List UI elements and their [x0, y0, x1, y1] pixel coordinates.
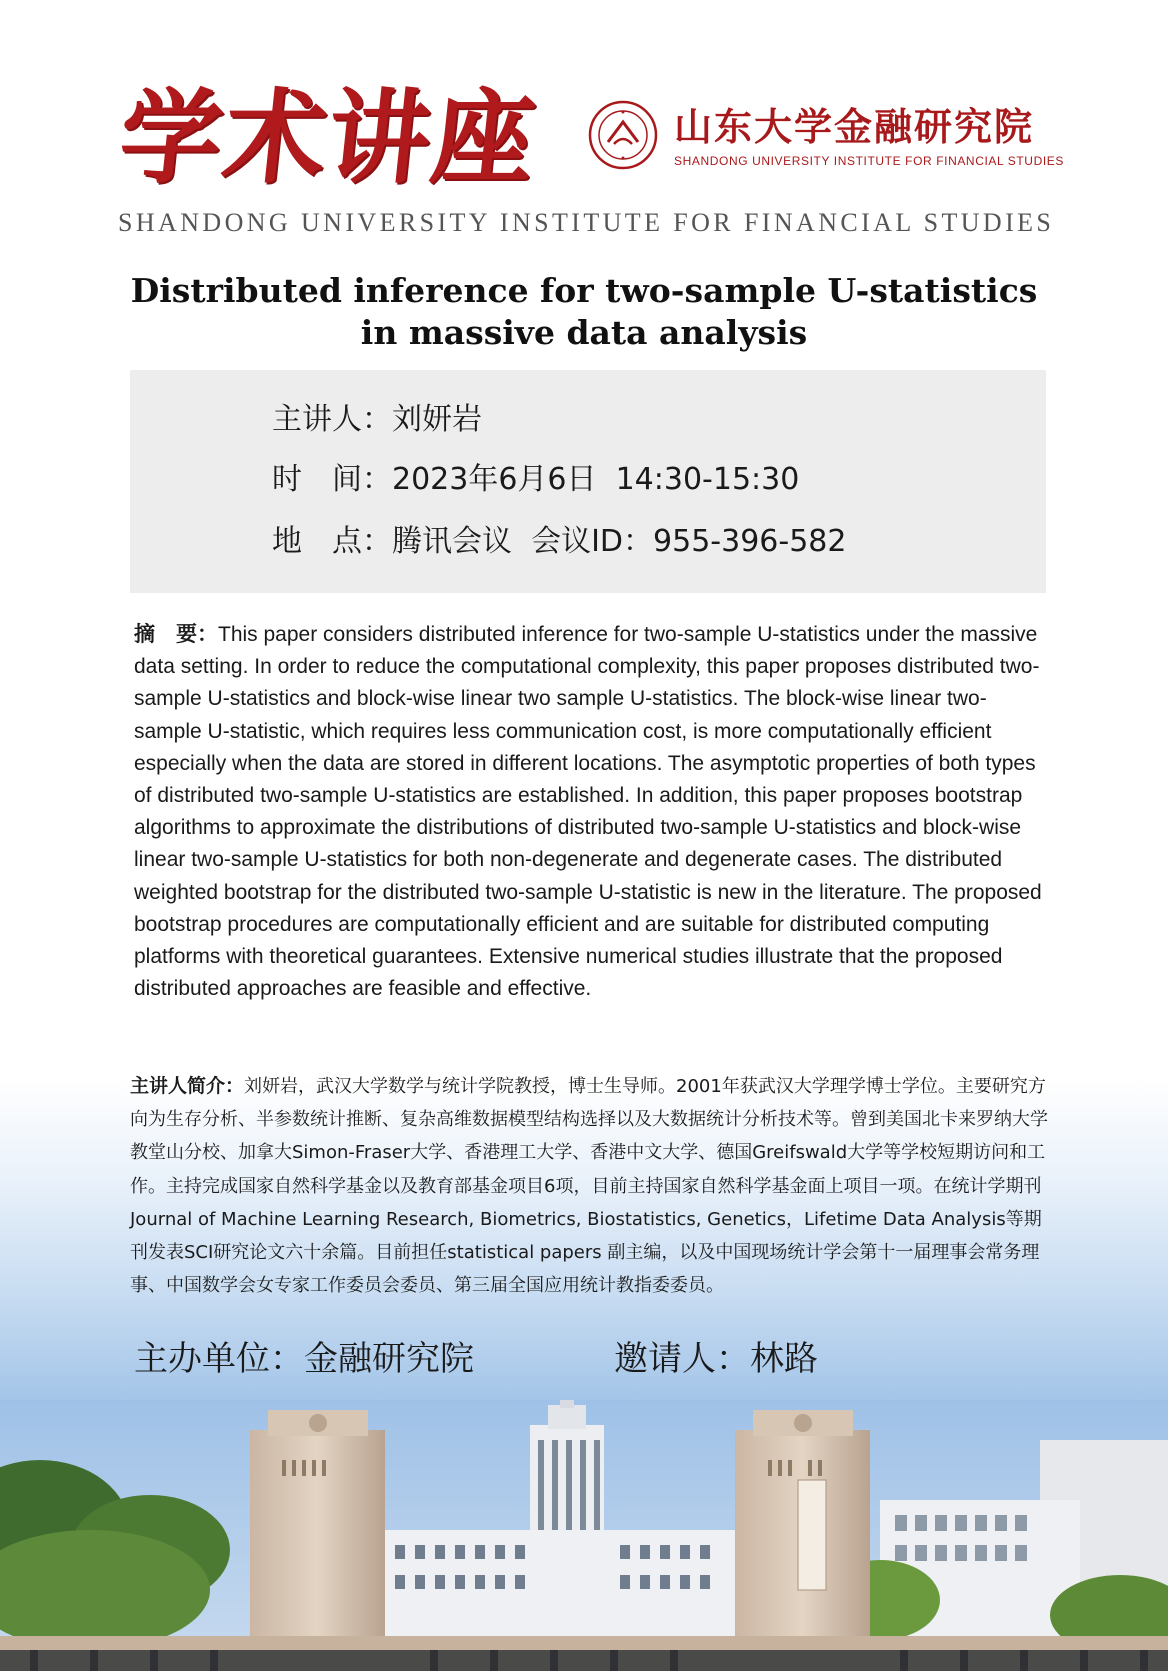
- organizer: 主办单位：金融研究院: [134, 1339, 474, 1379]
- time-label: 时 间：: [272, 462, 392, 497]
- time-row: [272, 458, 1012, 502]
- institute-name-en: SHANDONG UNIVERSITY INSTITUTE FOR FINANCIAL STUDIES: [674, 154, 1064, 168]
- time-value: 2023年6月6日 14:30-15:30: [392, 462, 800, 497]
- place-row: [272, 520, 1012, 564]
- poster-header-title: 学术讲座: [113, 78, 543, 198]
- abstract-label: 摘 要：: [134, 622, 218, 646]
- abstract-text: This paper considers distributed inference for two-sample U-statistics under the massive data setting. In order to reduce the computational complexity, this paper proposes distributed two-sample U-statistics and block-wise linear two sample U-statistics. The block-wise linear two-sample U-statistic, which requires less communication cost, is more computationally efficient especially when the data are stored in different locations. The asymptotic properties of both types of distributed two-sample U-statistics are established. In addition, this paper proposes bootstrap algorithms to approximate the distributions of distributed two-sample U-statistics and block-wise linear two-sample U-statistics for both non-degenerate and degenerate cases. The distributed weighted bootstrap for the distributed two-sample U-statistic is new in the literature. The proposed bootstrap procedures are computationally efficient and are suitable for distributed computing platforms with theoretical guarantees. Extensive numerical studies illustrate that the proposed distributed approaches are feasible and effective.: [134, 623, 1042, 1001]
- institute-name: 山东大学金融研究院: [674, 104, 1035, 149]
- speaker-row: [272, 398, 1012, 442]
- organizer-row: [134, 1334, 1034, 1384]
- inviter: 邀请人：林路: [614, 1339, 818, 1379]
- talk-title-line-2: in massive data analysis: [360, 313, 808, 352]
- talk-title: [60, 270, 1108, 360]
- abstract: [134, 618, 1054, 1038]
- speaker-label: 主讲人：: [272, 402, 392, 437]
- place-label: 地 点：: [272, 524, 392, 559]
- place-value: 腾讯会议 会议ID：955-396-582: [392, 524, 847, 559]
- institute-logo: [588, 100, 1064, 180]
- speaker-name: 刘妍岩: [392, 402, 482, 437]
- university-seal-icon: [588, 100, 658, 170]
- info-box: [130, 370, 1046, 593]
- campus-buildings-photo: [0, 1400, 1168, 1671]
- bio-text: 刘妍岩，武汉大学数学与统计学院教授，博士生导师。2001年获武汉大学理学博士学位。主要研究方向为生存分析、半参数统计推断、复杂高维数据模型结构选择以及大数据统计分析技术等。曾到美国北卡来罗纳大学教堂山分校、加拿大Simon-Fraser大学、香港理工大学、香港中文大学、德国Greifswald大学等学校短期访问和工作。主持完成国家自然科学基金以及教育部基金项目6项，目前主持国家自然科学基金面上项目一项。在统计学期刊 Journal of Machine Learning Research, Biometrics, Biostatistics, Genetics，Lifetime Data Analysis等期刊发表SCI研究论文六十余篇。目前担任statistical papers 副主编，以及中国现场统计学会第十一届理事会常务理事、中国数学会女专家工作委员会委员、第三届全国应用统计教指委委员。: [130, 1076, 1048, 1297]
- talk-title-line-1: Distributed inference for two-sample U-statistics: [130, 271, 1038, 310]
- banner-english: SHANDONG UNIVERSITY INSTITUTE FOR FINANCIAL STUDIES: [118, 208, 1055, 237]
- speaker-bio: [130, 1070, 1050, 1310]
- bio-label: 主讲人简介：: [130, 1075, 245, 1097]
